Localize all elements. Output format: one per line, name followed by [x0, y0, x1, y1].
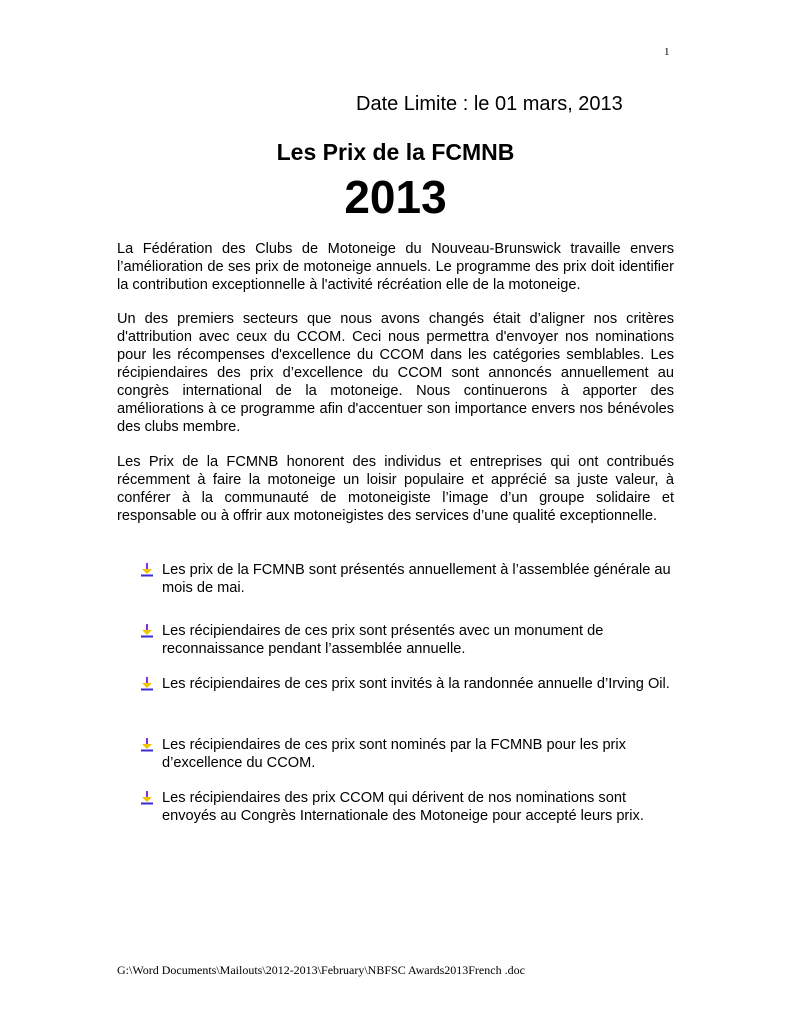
document-year: 2013 [344, 171, 447, 223]
paragraph-text: Les Prix de la FCMNB honorent des individus et entreprises qui ont contribués récemment à faire la motoneige un loisir populaire et apprécié sa juste valeur, à conférer à la communauté de motoneigiste l’image d’un groupe solidaire et responsable ou à offrir aux motoneigistes des services d’une qualité exceptionnelle. [117, 454, 674, 524]
down-arrow-bullet-icon [140, 624, 154, 638]
bullet-item [140, 561, 680, 597]
page-number: 1 [664, 46, 670, 58]
bullet-text: Les récipiendaires de ces prix sont présentés avec un monument de reconnaissance pendant l’assemblée annuelle. [162, 623, 604, 657]
bullet-item [140, 675, 680, 693]
bullet-item [140, 736, 680, 772]
paragraph-text: La Fédération des Clubs de Motoneige du Nouveau-Brunswick travaille envers l’amélioration de ses prix de motoneige annuels. Le programme des prix doit identifier la contribution exceptionnelle à l'activité récréation elle de la motoneige. [117, 241, 674, 293]
deadline-heading: Date Limite : le 01 mars, 2013 [356, 93, 623, 115]
paragraph-text: Un des premiers secteurs que nous avons changés était d’aligner nos critères d'attribution avec ceux du CCOM. Ceci nous permettra d'envoyer nos nominations pour les récompenses d'excellence du CCOM dans les catégories semblables. Les récipiendaires des prix d’excellence du CCOM sont annoncés annuellement au congrès international de la motoneige. Nous continuerons à apporter des améliorations à ce programme afin d'accentuer son importance envers nos bénévoles des clubs membre. [117, 311, 674, 435]
bullet-text: Les récipiendaires de ces prix sont invités à la randonnée annuelle d’Irving Oil. [162, 676, 670, 692]
awards-paragraph [117, 453, 674, 525]
down-arrow-bullet-icon [140, 738, 154, 752]
down-arrow-bullet-icon [140, 677, 154, 691]
bullet-text: Les récipiendaires de ces prix sont nominés par la FCMNB pour les prix d’excellence du CCOM. [162, 737, 626, 771]
bullet-item [140, 789, 680, 825]
bullet-text: Les récipiendaires des prix CCOM qui dérivent de nos nominations sont envoyés au Congrès Internationale des Motoneige pour accepté leurs prix. [162, 790, 644, 824]
ccom-paragraph [117, 310, 674, 436]
down-arrow-bullet-icon [140, 563, 154, 577]
document-title: Les Prix de la FCMNB [276, 139, 515, 165]
bullet-item [140, 622, 680, 658]
bullet-text: Les prix de la FCMNB sont présentés annuellement à l’assemblée générale au mois de mai. [162, 562, 671, 596]
file-path-footer: G:\Word Documents\Mailouts\2012-2013\February\NBFSC Awards2013French .doc [117, 963, 525, 977]
intro-paragraph [117, 240, 674, 294]
down-arrow-bullet-icon [140, 791, 154, 805]
